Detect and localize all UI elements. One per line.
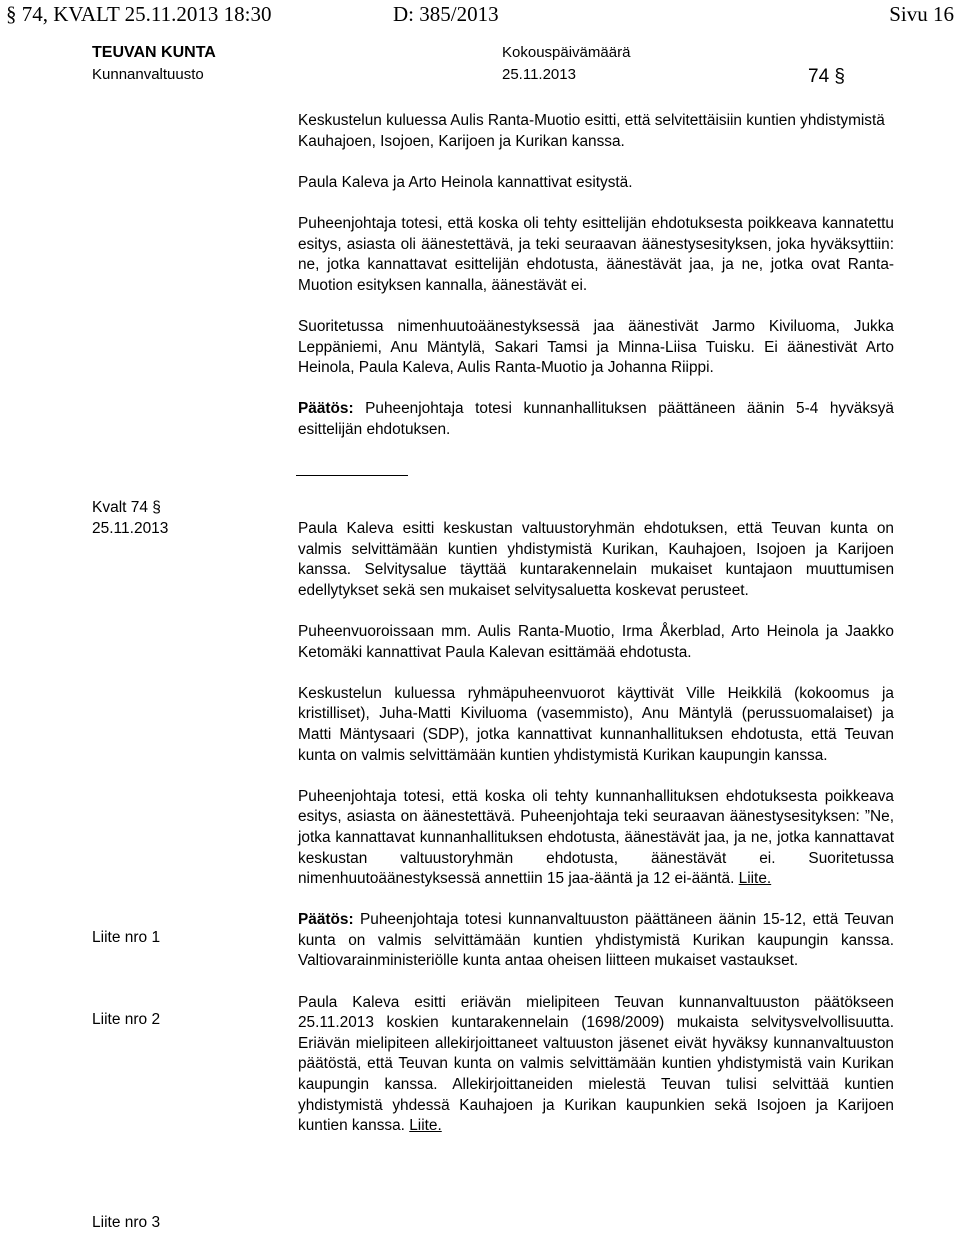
paragraph: Keskustelun kuluessa Aulis Ranta-Muotio esitti, että selvitettäisiin kuntien yhdistymistä Kauhajoen, Isojoen, Karijoen ja Kurikan kanssa. xyxy=(298,112,885,150)
attachment-link[interactable]: Liite. xyxy=(409,1117,442,1135)
attachment-link[interactable]: Liite. xyxy=(738,870,772,888)
top-bar xyxy=(0,2,960,32)
paragraph: Paula Kaleva esitti keskustan valtuustoryhmän ehdotuksen, että Teuvan kunta on valmis selvittämään kuntien yhdistymistä Kurikan, Kauhajoen, Isojoen ja Karijoen kanssa. Selvitysalue täyttää kuntarakennelain mukaiset kuntajaon muuttumisen edellytykset sekä sen mukaiset selvitysaluetta koskevat perusteet. xyxy=(298,520,894,599)
paragraph: Suoritetussa nimenhuutoäänestyksessä jaa äänestivät Jarmo Kiviluoma, Jukka Leppäniemi, Anu Mäntylä, Sakari Tamsi ja Minna-Liisa Tuisku. Ei äänestivät Arto Heinola, Paula Kaleva, Aulis Ranta-Muotio ja Johanna Riippi. xyxy=(298,317,894,377)
decision-label: Päätös: xyxy=(298,400,354,418)
section-part-1 xyxy=(298,111,894,441)
paragraph-text: Paula Kaleva esitti eriävän mielipiteen Teuvan kunnanvaltuuston päätökseen 25.11.2013 koskien kuntarakennelain (1698/2009) mukaista selvitysvelvollisuutta. Eriävän mielipiteen allekirjoittaneet valtuuston jäsenet eivät hyväksy kunnanvaltuuston päätöstä, että Teuvan kunta on valmis selvittämään kuntien yhdistymistä vain Kurikan kaupungin kanssa. Allekirjoittaneiden mielestä Teuvan tulisi selvittää kuntien yhdistymistä yhdessä Kauhajoen ja Kurikan kaupunkien sekä Isojoen ja Karijoen kuntien kanssa. xyxy=(298,993,894,1135)
paragraph: Puheenvuoroissaan mm. Aulis Ranta-Muotio, Irma Åkerblad, Arto Heinola ja Jaakko Ketomäki kannattivat Paula Kalevan esittämää ehdotusta. xyxy=(298,622,894,661)
body-name: Kunnanvaltuusto xyxy=(92,66,204,83)
paragraph: Keskustelun kuluessa ryhmäpuheenvuorot käyttivät Ville Heikkilä (kokoomus ja kristilliset), Juha-Matti Kiviluoma (vasemmisto), Anu Mäntylä (perussuomalaiset) ja Matti Mäntysaari (SDP), jotka kannattivat kunnanhallituksen ehdotusta, että Teuvan kunta on valmis selvittämään kuntien yhdistymistä Kurikan kaupungin kanssa. xyxy=(298,684,894,764)
top-bar-document-ref: D: 385/2013 xyxy=(393,2,499,26)
paragraph-text: Puheenjohtaja totesi, että koska oli tehty kunnanhallituksen ehdotuksesta poikkeava esitys, asiasta on äänestettävä. Puheenjohtaja teki seuraavan äänestysesityksen: ”Ne, jotka kannattavat kunnanhallituksen ehdotusta, äänestävät jaa, ja ne, jotka kannattavat keskustan valtuustoryhmän ehdotusta, äänestävät ei. Suoritetussa nimenhuutoäänestyksessä annettiin 15 jaa-ääntä ja 12 ei-ääntä. xyxy=(298,787,894,888)
decision-paragraph xyxy=(298,399,894,440)
organization-name: TEUVAN KUNTA xyxy=(92,44,216,61)
attachment-3-label: Liite nro 3 xyxy=(92,1214,161,1231)
section-part-2 xyxy=(298,519,894,1137)
decision-text: Puheenjohtaja totesi kunnanhallituksen päättäneen äänin 5-4 hyväksyä esittelijän ehdotuksen. xyxy=(298,400,894,438)
attachment-1-label: Liite nro 1 xyxy=(92,929,161,946)
section-number: 74 § xyxy=(808,66,845,87)
paragraph: Puheenjohtaja totesi, että koska oli tehty esittelijän ehdotuksesta poikkeava kannatettu esitys, asiasta oli äänestettävä, ja teki seuraavan äänestysesityksen, joka hyväksyttiin: ne, jotka kannattavat esittelijän ehdotusta, äänestävät jaa, ja ne, jotka ovat Ranta-Muotion esityksen kannalla, äänestävät ei. xyxy=(298,214,894,294)
kvalt-section-ref: Kvalt 74 § xyxy=(92,499,161,516)
divider-line xyxy=(296,475,408,476)
kvalt-date: 25.11.2013 xyxy=(92,520,169,537)
date-label: Kokouspäivämäärä xyxy=(502,44,631,61)
decision-paragraph xyxy=(298,910,894,972)
paragraph: Paula Kaleva ja Arto Heinola kannattivat esitystä. xyxy=(298,173,633,191)
paragraph xyxy=(298,787,894,890)
decision-label: Päätös: xyxy=(298,911,354,929)
top-bar-page-number: Sivu 16 xyxy=(889,2,954,26)
meeting-date: 25.11.2013 xyxy=(502,66,576,83)
paragraph xyxy=(298,993,894,1137)
decision-text: Puheenjohtaja totesi kunnanvaltuuston päättäneen äänin 15-12, että Teuvan kunta on valmis selvittämään kuntien yhdistymistä Kurikan kaupungin kanssa. Valtiovarainministeriölle kunta antaa oheisen liitteen mukaiset vastaukset. xyxy=(298,911,894,970)
top-bar-section-ref: § 74, KVALT 25.11.2013 18:30 xyxy=(6,2,272,26)
attachment-2-label: Liite nro 2 xyxy=(92,1011,161,1028)
